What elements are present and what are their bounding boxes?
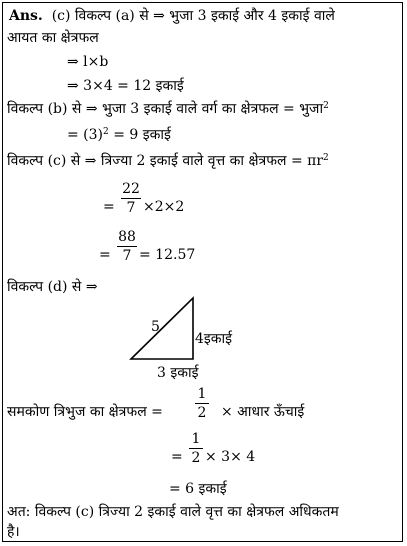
answer-line-1 [9, 8, 335, 24]
option-c-line [7, 153, 329, 169]
eq3-fraction [189, 431, 203, 466]
area-fraction [195, 386, 209, 421]
eq1-fraction [121, 181, 141, 216]
option-c-text: विकल्प (c) से ⇒ त्रिज्या 2 इकाई वाले वृत्त का क्षेत्रफल = πr [7, 153, 324, 169]
triangle-area-label: समकोण त्रिभुज का क्षेत्रफल = [7, 404, 163, 420]
right-triangle [131, 298, 193, 359]
square-sup: 2 [103, 127, 109, 137]
eq3-denominator: 2 [191, 450, 201, 466]
solution-box [2, 2, 403, 542]
option-b-line [7, 101, 329, 117]
triangle-result: = 6 इकाई [169, 481, 227, 497]
square-base: = (3) [67, 127, 104, 143]
eq1-bar [121, 198, 141, 199]
eq2-bar [117, 246, 137, 247]
option-b-sup: 2 [323, 101, 329, 111]
option-a-text: (c) विकल्प (a) से ⇒ भुजा 3 इकाई और 4 इकाई वाले [51, 8, 335, 24]
conclusion-line-1: अत: विकल्प (c) त्रिज्या 2 इकाई वाले वृत्त का क्षेत्रफल अधिकतम [7, 504, 339, 520]
eq2-rhs: = 12.57 [139, 247, 196, 263]
option-d-line: विकल्प (d) से ⇒ [7, 279, 98, 295]
option-b-text: विकल्प (b) से ⇒ भुजा 3 इकाई वाले वर्ग का क्षेत्रफल = भुजा [7, 101, 324, 117]
eq1-denominator: 7 [126, 200, 136, 216]
eq3-numerator: 1 [191, 431, 201, 447]
area-rhs: × आधार ऊँचाई [221, 404, 305, 420]
eq2-equals: = [99, 247, 111, 263]
height-label: 4इकाई [195, 331, 233, 347]
base-label: 3 इकाई [157, 365, 199, 381]
conclusion-line-2: है। [7, 524, 20, 540]
area-numerator: 1 [197, 386, 207, 402]
option-c-sup: 2 [323, 153, 329, 163]
eq2-fraction [117, 229, 137, 264]
rectangle-formula: ⇒ l×b [67, 54, 109, 70]
rectangle-result: ⇒ 3×4 = 12 इकाई [67, 78, 184, 94]
eq3-rhs: × 3× 4 [205, 449, 256, 465]
square-result [67, 127, 171, 143]
eq3-bar [189, 448, 203, 449]
eq2-denominator: 7 [122, 248, 132, 264]
area-bar [195, 403, 209, 404]
eq2-numerator: 88 [118, 229, 136, 245]
eq1-equals: = [103, 199, 115, 215]
eq3-equals: = [171, 449, 183, 465]
area-denominator: 2 [197, 405, 207, 421]
eq1-rhs: ×2×2 [143, 199, 185, 215]
answer-label: Ans. [9, 8, 43, 24]
square-value: = 9 इकाई [108, 127, 171, 143]
rectangle-area-label: आयत का क्षेत्रफल [7, 30, 99, 46]
eq1-numerator: 22 [122, 181, 140, 197]
right-triangle-figure [113, 293, 263, 385]
hypotenuse-label: 5 [151, 319, 160, 335]
